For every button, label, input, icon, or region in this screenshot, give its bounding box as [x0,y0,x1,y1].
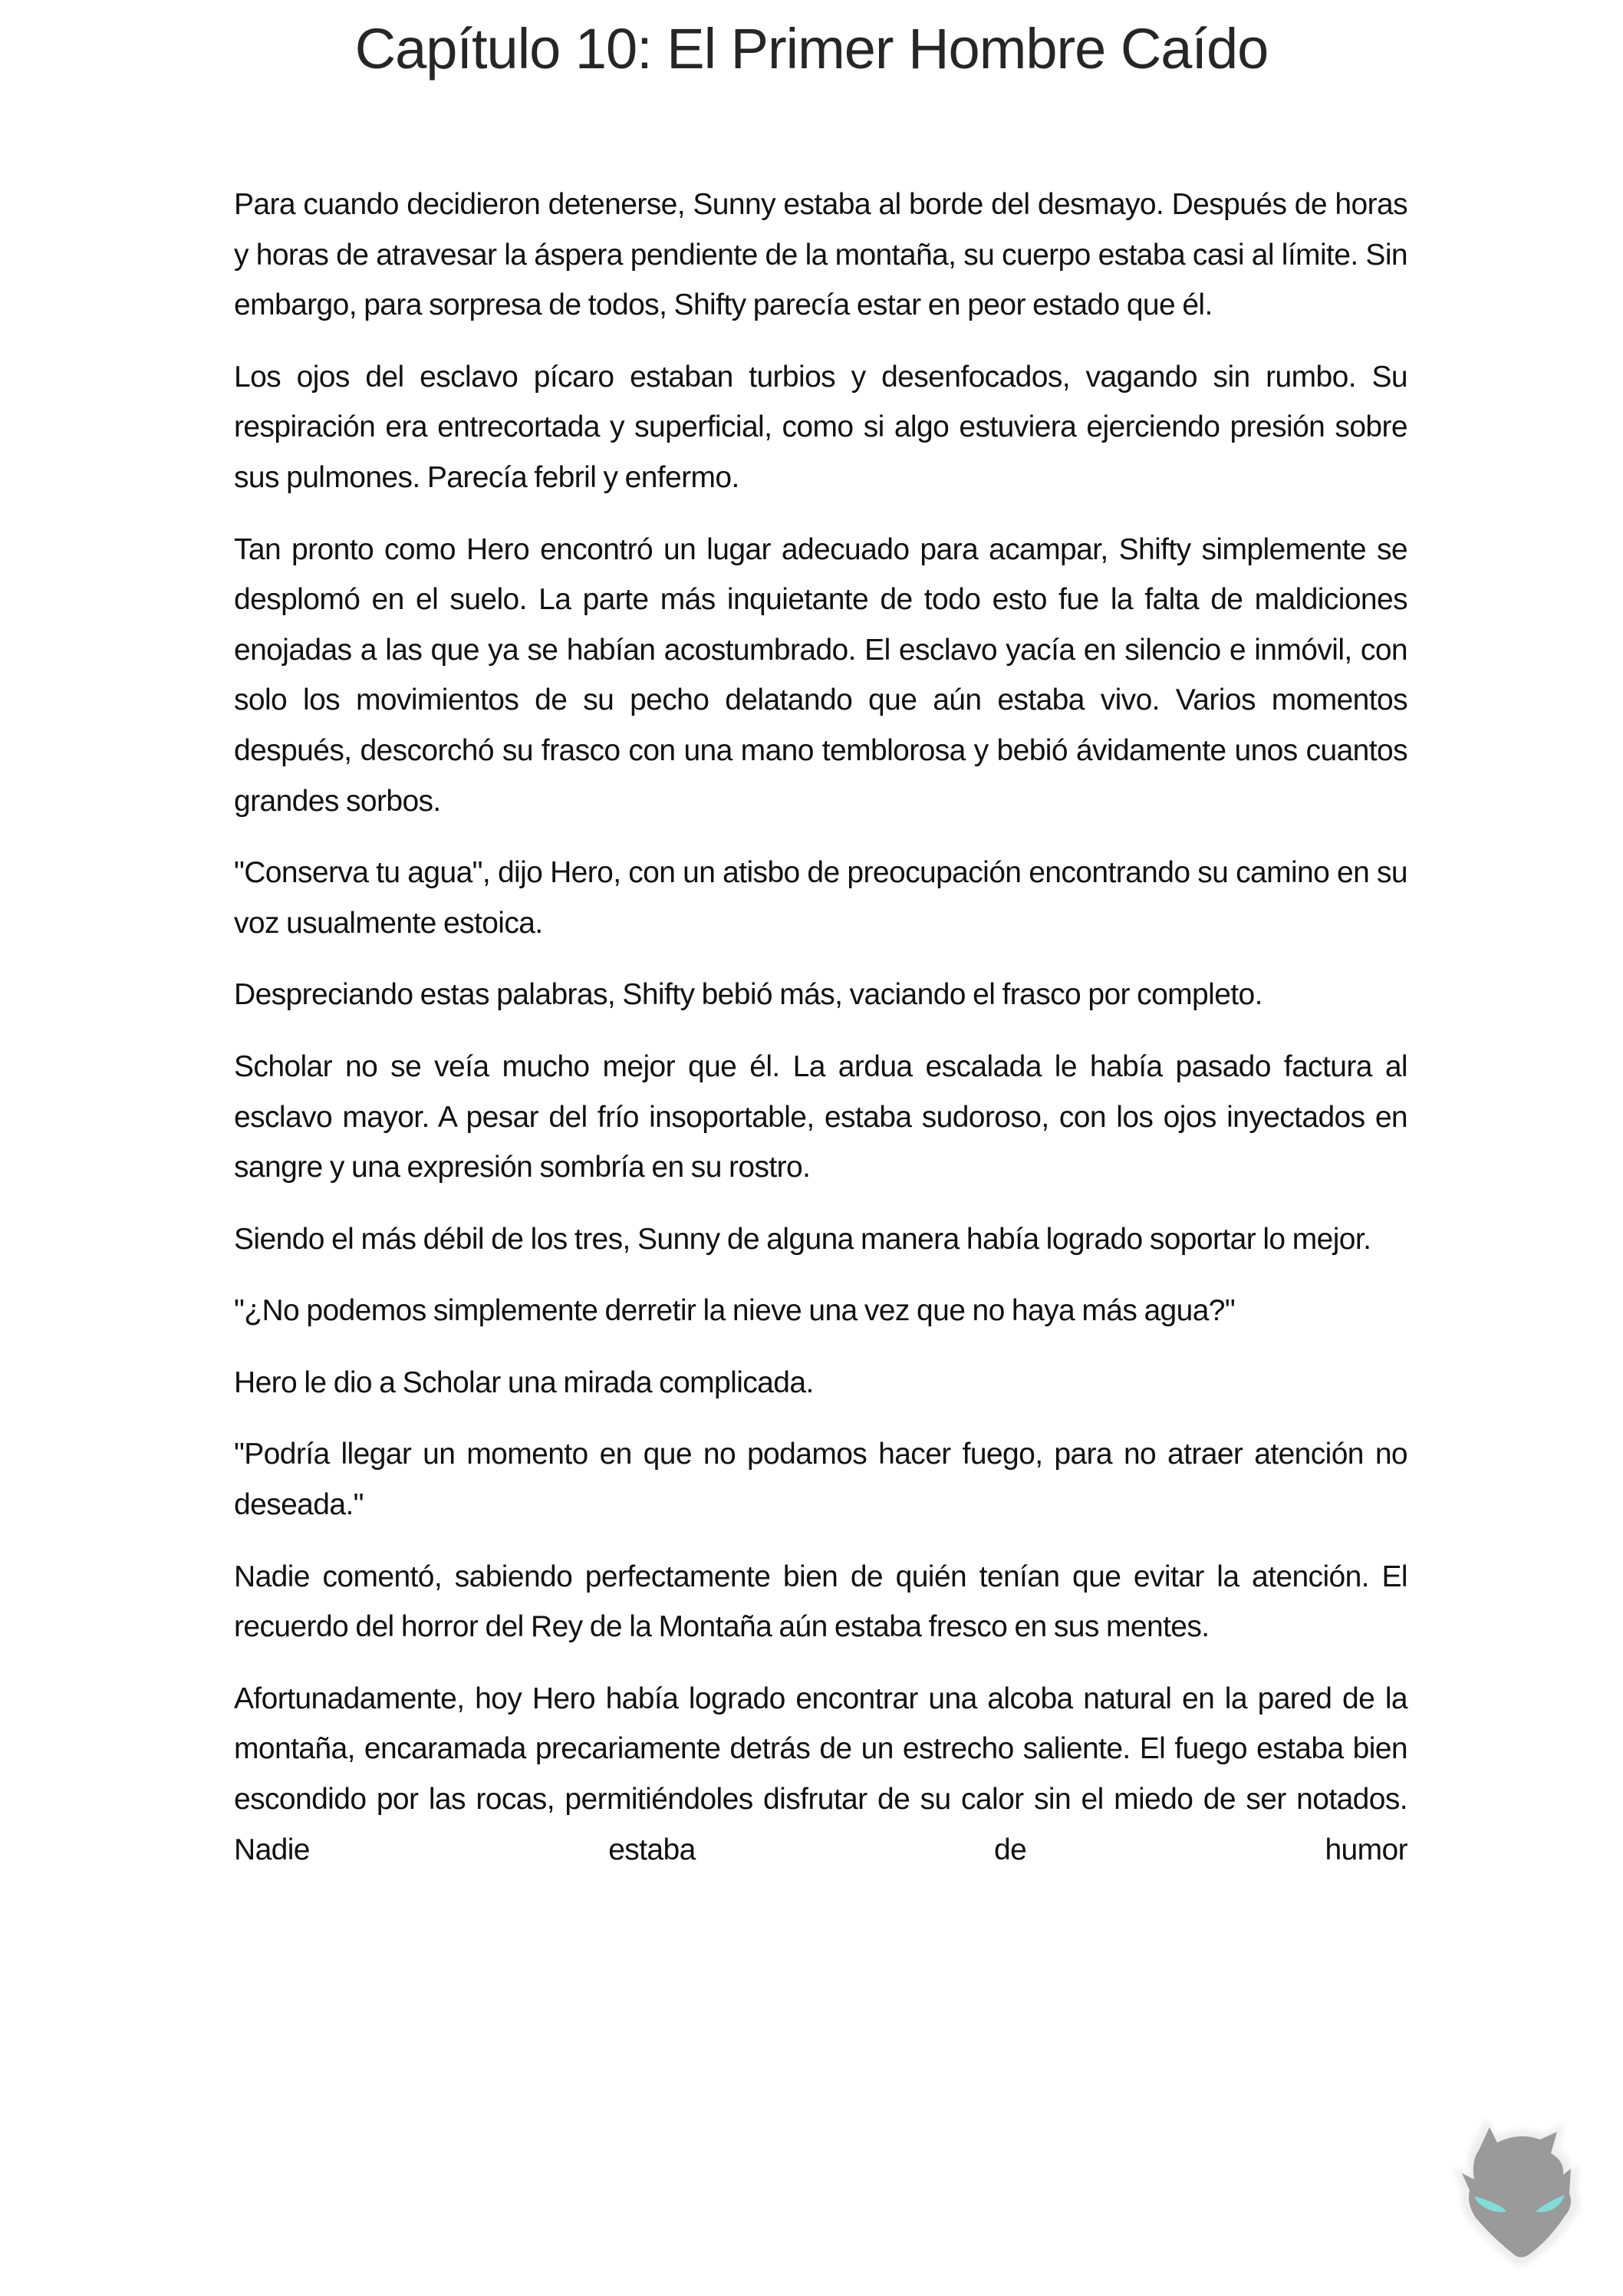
paragraph: Despreciando estas palabras, Shifty bebió más, vaciando el frasco por completo. [234,978,1263,1012]
paragraph: "Conserva tu agua", dijo Hero, con un atisbo de preocupación encontrando su camino en su voz usualmente estoica. [234,856,1407,940]
paragraph: Tan pronto como Hero encontró un lugar adecuado para acampar, Shifty simplemente se desplomó en el suelo. La parte más inquietante de todo esto fue la falta de maldiciones enojadas a las que ya se habían acostumbrado. El esclavo yacía en silencio e inmóvil, con solo los movimientos de su pecho delatando que aún estaba vivo. Varios momentos después, descorchó su frasco con una mano temblorosa y bebió ávidamente unos cuantos grandes sorbos. [234,532,1407,818]
demon-head-logo-icon [1442,2113,1595,2275]
paragraph: "¿No podemos simplemente derretir la nieve una vez que no haya más agua?" [234,1294,1236,1328]
chapter-body [234,180,1407,1896]
paragraph: Scholar no se veía mucho mejor que él. La ardua escalada le había pasado factura al esclavo mayor. A pesar del frío insoportable, estaba sudoroso, con los ojos inyectados en sangre y una expresión sombría en su rostro. [234,1049,1407,1184]
paragraph: Siendo el más débil de los tres, Sunny de alguna manera había logrado soportar lo mejor. [234,1222,1371,1256]
paragraph: Hero le dio a Scholar una mirada complicada. [234,1365,814,1399]
paragraph: Nadie comentó, sabiendo perfectamente bien de quién tenían que evitar la atención. El recuerdo del horror del Rey de la Montaña aún estaba fresco en sus mentes. [234,1560,1407,1644]
paragraph: Afortunadamente, hoy Hero había logrado encontrar una alcoba natural en la pared de la montaña, encaramada precariamente detrás de un estrecho saliente. El fuego estaba bien escondido por las rocas, permitiéndoles disfrutar de su calor sin el miedo de ser notados. Nadie estaba de humor [234,1682,1407,1866]
paragraph: "Podría llegar un momento en que no podamos hacer fuego, para no atraer atención no deseada." [234,1438,1407,1522]
paragraph: Los ojos del esclavo pícaro estaban turbios y desenfocados, vagando sin rumbo. Su respiración era entrecortada y superficial, como si algo estuviera ejerciendo presión sobre sus pulmones. Parecía febril y enfermo. [234,360,1407,494]
paragraph: Para cuando decidieron detenerse, Sunny estaba al borde del desmayo. Después de horas y horas de atravesar la áspera pendiente de la montaña, su cuerpo estaba casi al límite. Sin embargo, para sorpresa de todos, Shifty parecía estar en peor estado que él. [234,188,1407,322]
page-title: Capítulo 10: El Primer Hombre Caído [354,17,1269,81]
